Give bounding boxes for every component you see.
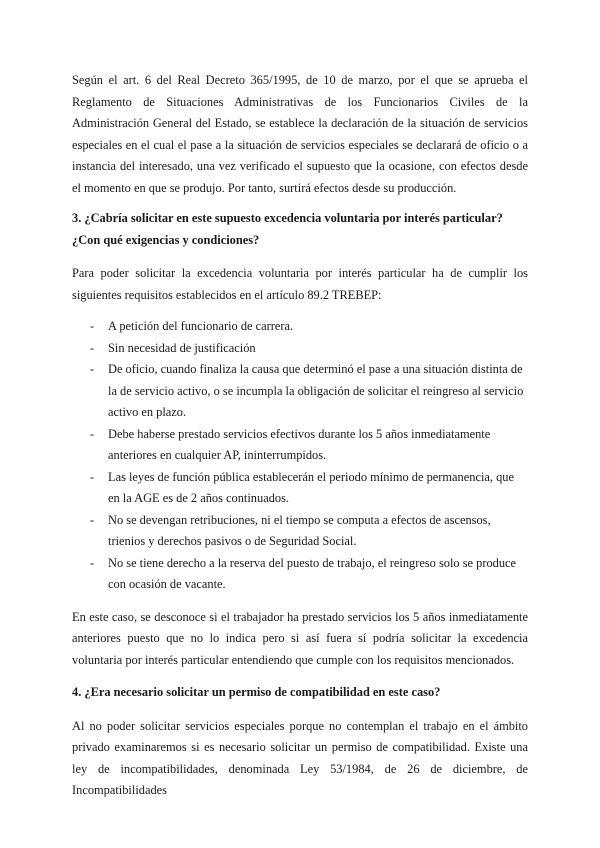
list-item-text: Sin necesidad de justificación [108,340,256,355]
dash-bullet: - [90,512,95,527]
list-item-text: No se tiene derecho a la reserva del puesto de trabajo, el reingreso solo se produce con ocasión de vacante. [108,555,517,591]
paragraph-compatibilidad: Al no poder solicitar servicios especiales porque no contemplan el trabajo en el ámbito privado examinaremos si es necesario solicitar un permiso de compatibilidad. Existe una ley de incompatibilidades, denominada Ley 53/1984, de 26 de diciembre, de Incompatibilidades [72,718,528,797]
list-item-text: De oficio, cuando finaliza la causa que determinó el pase a una situación distinta de la de servicio activo, o se incumpla la obligación de solicitar el reingreso al servicio activo en plazo. [108,362,524,419]
heading-question-4: 4. ¿Era necesario solicitar un permiso de compatibilidad en este caso? [72,685,441,699]
list-item-text: Las leyes de función pública establecerán el periodo mínimo de permanencia, que en la AGE es de 2 años continuados. [108,469,514,505]
list-item [72,553,528,596]
dash-bullet: - [90,319,95,333]
heading-question-3: 3. ¿Cabría solicitar en este supuesto excedencia voluntaria por interés particular? ¿Con qué exigencias y condiciones? [72,211,503,247]
list-item [72,359,528,424]
dash-bullet: - [90,469,95,484]
dash-bullet: - [90,362,95,376]
paragraph-requisitos-intro: Para poder solicitar la excedencia voluntaria por interés particular ha de cumplir los siguientes requisitos establecidos en el artículo 89.2 TREBEP: [72,266,528,302]
list-item [72,316,528,338]
requisitos-list [72,316,528,596]
list-item-text: Debe haberse prestado servicios efectivos durante los 5 años inmediatamente anteriores en cualquier AP, ininterrumpidos. [108,426,491,462]
dash-bullet: - [90,555,95,570]
list-item-text: A petición del funcionario de carrera. [108,319,294,333]
dash-bullet: - [90,426,95,441]
list-item [72,510,528,553]
list-item [72,338,528,360]
list-item-text: No se devengan retribuciones, ni el tiempo se computa a efectos de ascensos, trienios y derechos pasivos o de Seguridad Social. [108,512,491,548]
paragraph-en-este-caso: En este caso, se desconoce si el trabajador ha prestado servicios los 5 años inmediatamente anteriores puesto que no lo indica pero si así fuera sí podría solicitar la excedencia voluntaria por interés particular entendiendo que cumple con los requisitos mencionados. [72,609,528,667]
list-item [72,424,528,467]
paragraph-real-decreto: Según el art. 6 del Real Decreto 365/1995, de 10 de marzo, por el que se aprueba el Reglamento de Situaciones Administrativas de los Funcionarios Civiles de la Administración General del Estado, se establece la declaración de la situación de servicios especiales en el cual el pase a la situación de servicios especiales se declarará de oficio o a instancia del interesado, una vez verificado el supuesto que la ocasione, con efectos desde el momento en que se produjo. Por tanto, surtirá efectos desde su producción. [72,73,528,195]
document-body [72,70,528,802]
list-item [72,467,528,510]
dash-bullet: - [90,340,95,355]
